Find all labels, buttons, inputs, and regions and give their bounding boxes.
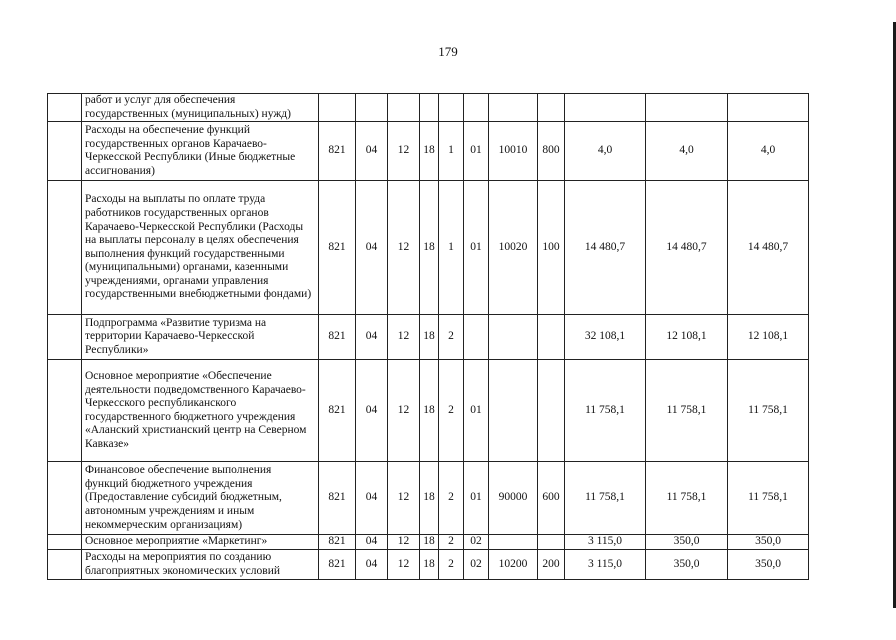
row-description: Финансовое обеспечение выполнения функций бюджетного учреждения (Предоставление субсидий бюджетным, автономным учреждениям и иным некоммерческим организациям) [82,462,319,535]
code-program: 18 [420,122,439,181]
row-description: Расходы на обеспечение функций государственных органов Карачаево-Черкесской Республики (Иные бюджетные ассигнования) [82,122,319,181]
code-ministry: 821 [319,315,356,360]
amount-year-1: 14 480,7 [565,181,646,315]
code-event: 01 [464,181,489,315]
row-description: Подпрограмма «Развитие туризма на территории Карачаево-Черкесской Республики» [82,315,319,360]
page-number: 179 [438,44,458,59]
table-row [48,535,809,550]
code-program: 18 [420,462,439,535]
budget-table [47,93,809,580]
code-program [420,94,439,122]
row-index-cell [48,462,82,535]
code-expense-type [538,360,565,462]
code-ministry: 821 [319,181,356,315]
amount-year-3: 350,0 [728,550,809,580]
code-ministry: 821 [319,360,356,462]
amount-year-1: 3 115,0 [565,535,646,550]
code-subprogram: 2 [439,315,464,360]
code-expense-type: 200 [538,550,565,580]
code-ministry: 821 [319,122,356,181]
amount-year-2: 12 108,1 [646,315,728,360]
code-direction [489,535,538,550]
code-expense-type: 800 [538,122,565,181]
code-event: 01 [464,462,489,535]
amount-year-3: 11 758,1 [728,360,809,462]
row-description: Расходы на мероприятия по созданию благоприятных экономических условий [82,550,319,580]
code-subprogram: 1 [439,122,464,181]
code-expense-type [538,315,565,360]
code-expense-type [538,535,565,550]
code-subprogram [439,94,464,122]
row-index-cell [48,360,82,462]
code-subprogram: 2 [439,462,464,535]
code-subsection: 12 [388,535,420,550]
row-index-cell [48,315,82,360]
table-row [48,550,809,580]
amount-year-1: 32 108,1 [565,315,646,360]
amount-year-2: 14 480,7 [646,181,728,315]
code-section: 04 [356,535,388,550]
amount-year-1: 11 758,1 [565,360,646,462]
amount-year-2: 11 758,1 [646,360,728,462]
code-program: 18 [420,181,439,315]
amount-year-1: 3 115,0 [565,550,646,580]
amount-year-3: 4,0 [728,122,809,181]
row-description: Расходы на выплаты по оплате труда работников государственных органов Карачаево-Черкесской Республики (Расходы на выплаты персоналу в целях обеспечения выполнения функций государственными (муниципальными) органами, казенными учреждениями, органами управления государственными внебюджетными фондами) [82,181,319,315]
code-program: 18 [420,535,439,550]
amount-year-2: 350,0 [646,550,728,580]
row-index-cell [48,122,82,181]
code-event: 01 [464,122,489,181]
code-subsection: 12 [388,550,420,580]
code-expense-type: 100 [538,181,565,315]
code-subsection: 12 [388,181,420,315]
amount-year-1: 4,0 [565,122,646,181]
amount-year-2 [646,94,728,122]
code-event [464,315,489,360]
amount-year-1 [565,94,646,122]
table-row [48,181,809,315]
table-row [48,122,809,181]
code-expense-type: 600 [538,462,565,535]
table-row [48,462,809,535]
code-event: 02 [464,535,489,550]
code-subsection: 12 [388,122,420,181]
code-event: 02 [464,550,489,580]
amount-year-3 [728,94,809,122]
code-subprogram: 1 [439,181,464,315]
row-description: Основное мероприятие «Маркетинг» [82,535,319,550]
row-index-cell [48,181,82,315]
code-direction [489,315,538,360]
table-row [48,94,809,122]
code-section: 04 [356,360,388,462]
code-direction [489,94,538,122]
amount-year-1: 11 758,1 [565,462,646,535]
code-subprogram: 2 [439,535,464,550]
row-index-cell [48,550,82,580]
code-direction [489,360,538,462]
code-subsection: 12 [388,315,420,360]
code-section: 04 [356,122,388,181]
code-subprogram: 2 [439,360,464,462]
amount-year-3: 11 758,1 [728,462,809,535]
code-direction: 10010 [489,122,538,181]
code-section [356,94,388,122]
code-subsection: 12 [388,462,420,535]
code-event [464,94,489,122]
code-event: 01 [464,360,489,462]
row-index-cell [48,535,82,550]
code-section: 04 [356,315,388,360]
code-ministry: 821 [319,550,356,580]
code-ministry [319,94,356,122]
amount-year-3: 350,0 [728,535,809,550]
code-section: 04 [356,550,388,580]
code-program: 18 [420,360,439,462]
row-description: Основное мероприятие «Обеспечение деятельности подведомственного Карачаево-Черкесского республиканского государственного бюджетного учреждения «Аланский христианский центр на Северном Кавказе» [82,360,319,462]
code-section: 04 [356,462,388,535]
code-subprogram: 2 [439,550,464,580]
amount-year-3: 14 480,7 [728,181,809,315]
amount-year-2: 4,0 [646,122,728,181]
code-direction: 10200 [489,550,538,580]
code-ministry: 821 [319,535,356,550]
code-expense-type [538,94,565,122]
row-description: работ и услуг для обеспечения государственных (муниципальных) нужд) [82,94,319,122]
code-subsection [388,94,420,122]
table-row [48,315,809,360]
amount-year-2: 350,0 [646,535,728,550]
table-row [48,360,809,462]
code-section: 04 [356,181,388,315]
code-subsection: 12 [388,360,420,462]
row-index-cell [48,94,82,122]
amount-year-3: 12 108,1 [728,315,809,360]
code-ministry: 821 [319,462,356,535]
code-direction: 10020 [489,181,538,315]
code-program: 18 [420,550,439,580]
code-program: 18 [420,315,439,360]
amount-year-2: 11 758,1 [646,462,728,535]
code-direction: 90000 [489,462,538,535]
